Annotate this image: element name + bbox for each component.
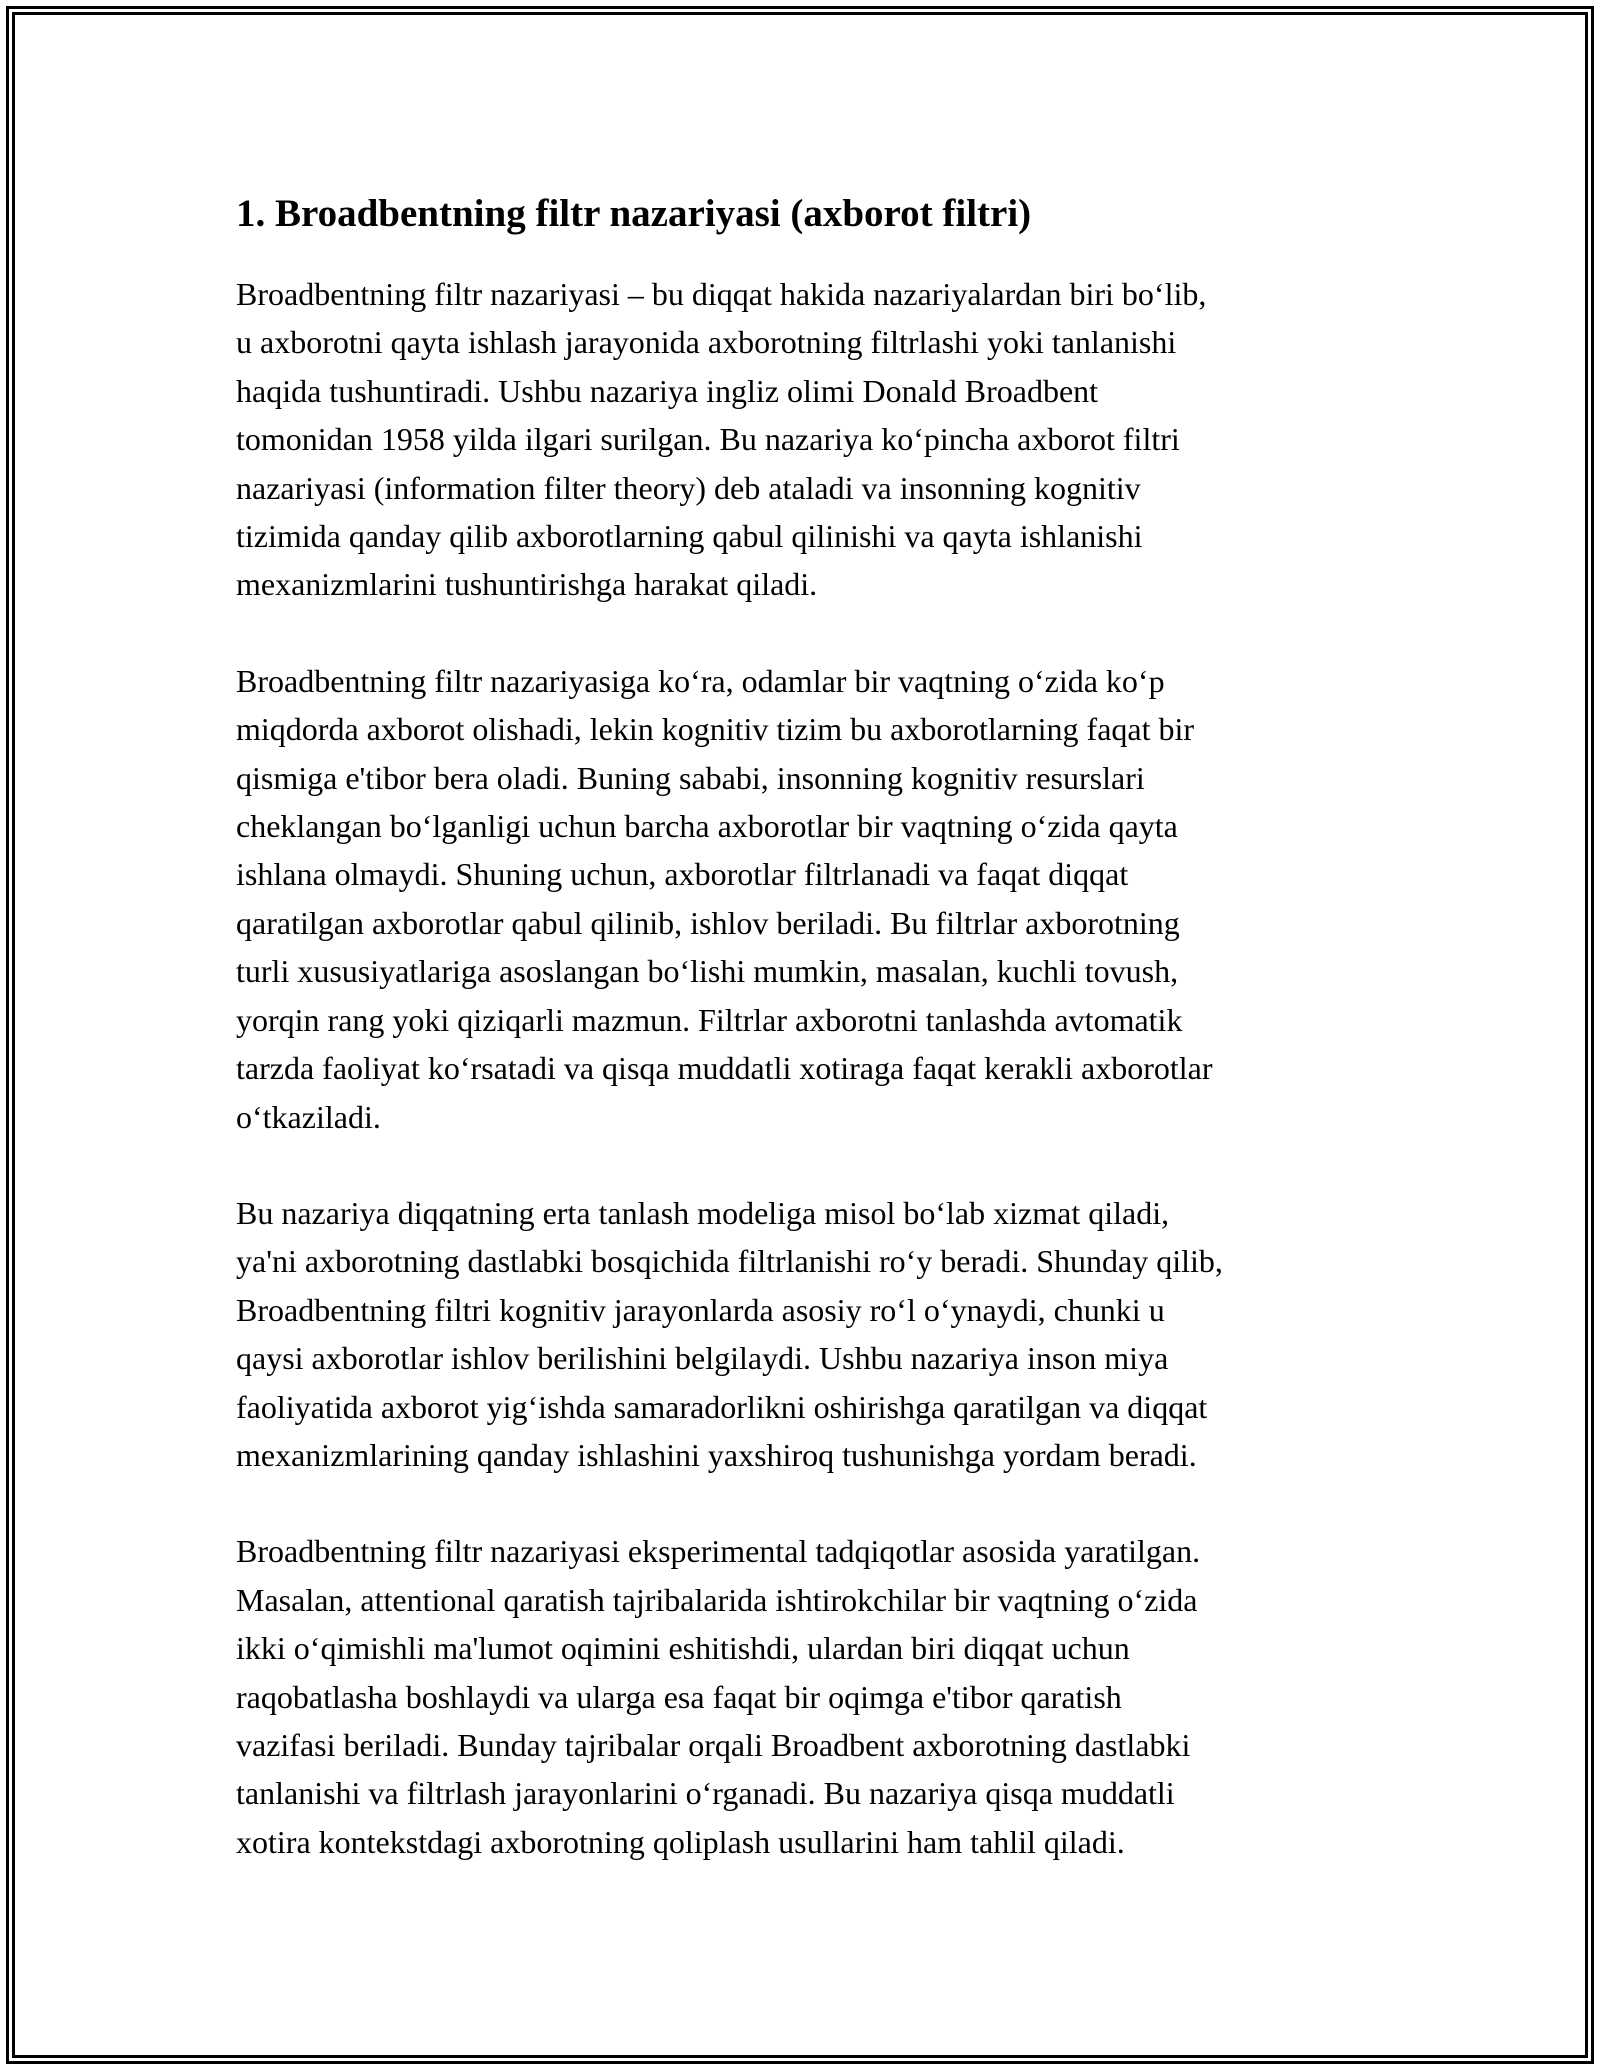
section-title: 1. Broadbentning filtr nazariyasi (axborot filtri) (236, 192, 1032, 235)
paragraph-4: Broadbentning filtr nazariyasi eksperimental tadqiqotlar asosida yaratilgan. Masalan, attentional qaratish tajribalarida ishtirokchilar bir vaqtning o‘zida ikki o‘qimishli ma'lumot oqimini eshitishdi, ulardan biri diqqat uchun raqobatlasha boshlaydi va ularga esa faqat bir oqimga e'tibor qaratish vazifasi beriladi. Bunday tajribalar orqali Broadbent axborotning dastlabki tanlanishi va filtrlash jarayonlarini o‘rganadi. Bu nazariya qisqa muddatli xotira kontekstdagi axborotning qoliplash usullarini ham tahlil qiladi. (236, 1533, 1201, 1860)
document-body (236, 186, 1386, 1914)
paragraph-3: Bu nazariya diqqatning erta tanlash modeliga misol bo‘lab xizmat qiladi, ya'ni axborotning dastlabki bosqichida filtrlanishi ro‘y beradi. Shunday qilib, Broadbentning filtri kognitiv jarayonlarda asosiy ro‘l o‘ynaydi, chunki u qaysi axborotlar ishlov berilishini belgilaydi. Ushbu nazariya inson miya faoliyatida axborot yig‘ishda samaradorlikni oshirishga qaratilgan va diqqat mexanizmlarining qanday ishlashini yaxshiroq tushunishga yordam beradi. (236, 1194, 1223, 1473)
paragraph-2: Broadbentning filtr nazariyasiga ko‘ra, odamlar bir vaqtning o‘zida ko‘p miqdorda axborot olishadi, lekin kognitiv tizim bu axborotlarning faqat bir qismiga e'tibor bera oladi. Buning sababi, insonning kognitiv resurslari cheklangan bo‘lganligi uchun barcha axborotlar bir vaqtning o‘zida qayta ishlana olmaydi. Shuning uchun, axborotlar filtrlanadi va faqat diqqat qaratilgan axborotlar qabul qilinib, ishlov beriladi. Bu filtrlar axborotning turli xususiyatlariga asoslangan bo‘lishi mumkin, masalan, kuchli tovush, yorqin rang yoki qiziqarli mazmun. Filtrlar axborotni tanlashda avtomatik tarzda faoliyat ko‘rsatadi va qisqa muddatli xotiraga faqat kerakli axborotlar o‘tkaziladi. (236, 662, 1213, 1135)
paragraph-1: Broadbentning filtr nazariyasi – bu diqqat hakida nazariyalardan biri bo‘lib, u axborotni qayta ishlash jarayonida axborotning filtrlashi yoki tanlanishi haqida tushuntiradi. Ushbu nazariya ingliz olimi Donald Broadbent tomonidan 1958 yilda ilgari surilgan. Bu nazariya ko‘pincha axborot filtri nazariyasi (information filter theory) deb ataladi va insonning kognitiv tizimida qanday qilib axborotlarning qabul qilinishi va qayta ishlanishi mexanizmlarini tushuntirishga harakat qiladi. (236, 276, 1207, 603)
